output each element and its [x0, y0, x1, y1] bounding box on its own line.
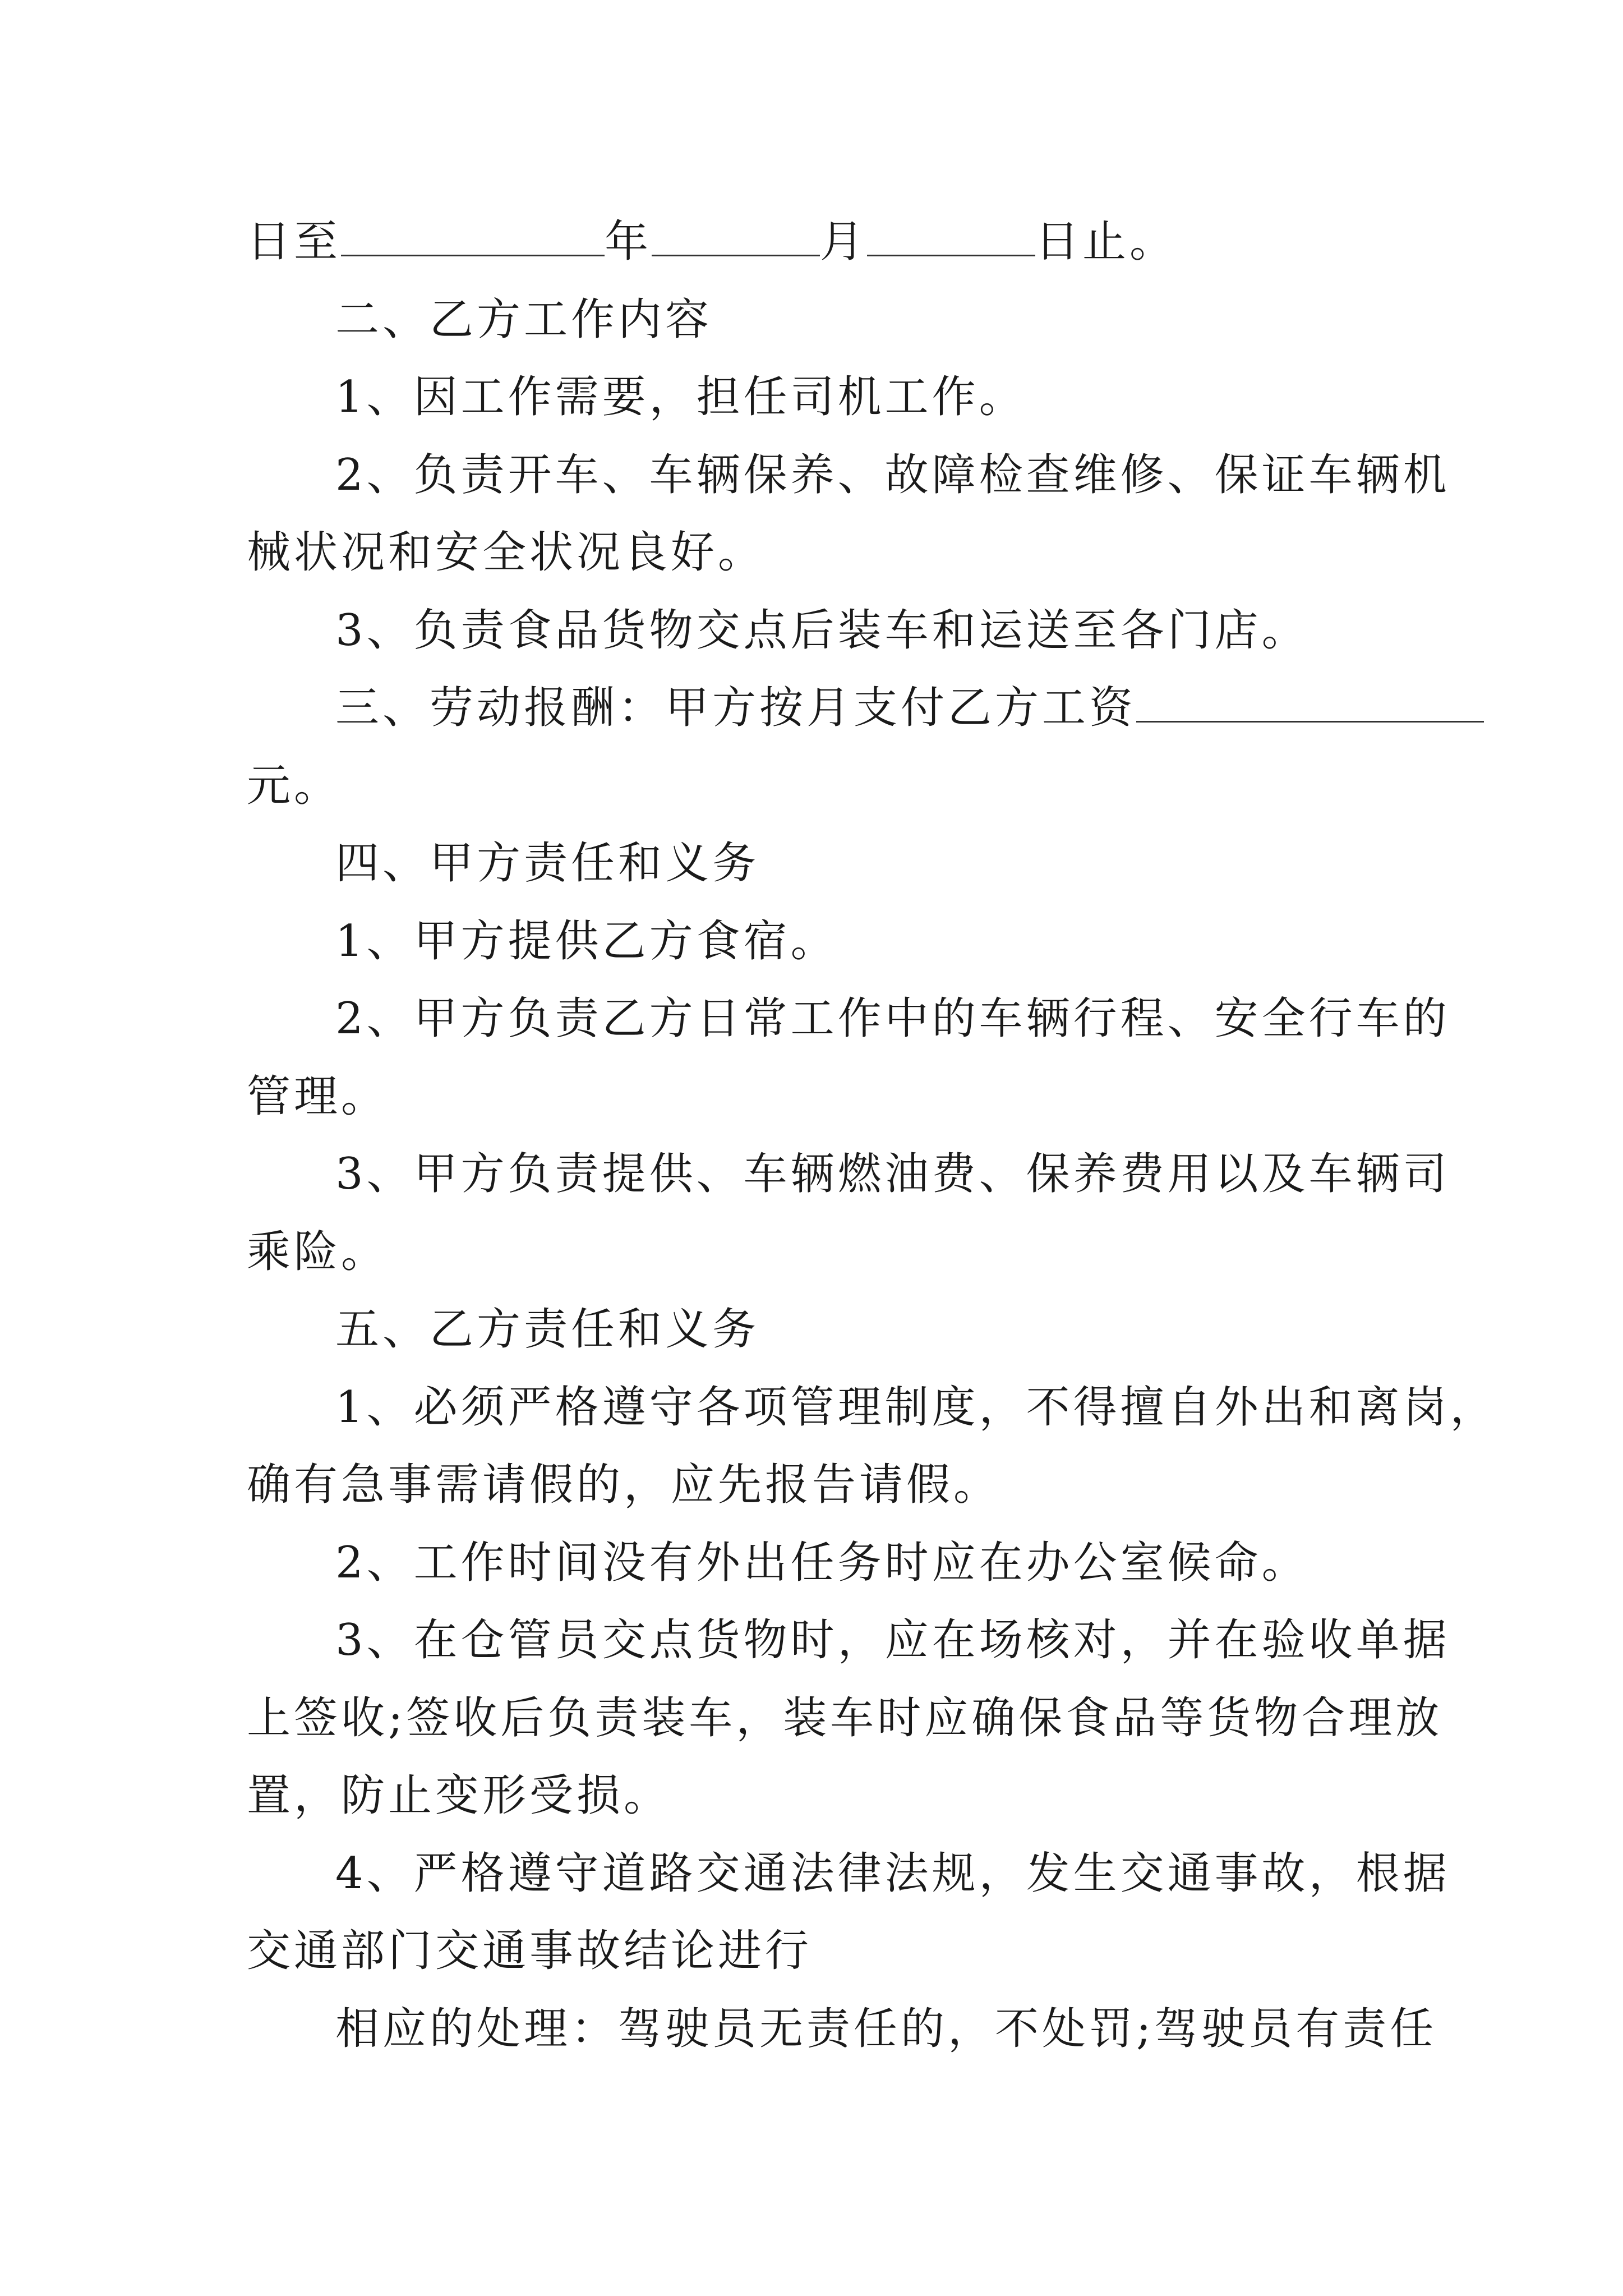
- text-line: 置，防止变形受损。: [247, 1770, 671, 1821]
- text-line: 元。: [247, 761, 342, 811]
- text-line: 交通部门交通事故结论进行: [247, 1926, 813, 1976]
- blank-field: [652, 214, 820, 256]
- section-heading: 五、乙方责任和义务: [335, 1304, 760, 1355]
- text-line: 3、甲方负责提供、车辆燃油费、保养费用以及车辆司: [335, 1149, 1450, 1199]
- blank-field: [1136, 680, 1484, 723]
- text-line: 3、负责食品货物交点后装车和运送至各门店。: [335, 605, 1309, 656]
- text-fragment: 月: [820, 217, 868, 267]
- text-line: 械状况和安全状况良好。: [247, 527, 766, 578]
- text-line: 4、严格遵守道路交通法律法规，发生交通事故，根据: [335, 1848, 1450, 1899]
- blank-field: [867, 214, 1035, 256]
- section-heading: 四、甲方责任和义务: [335, 838, 760, 889]
- text-line: [247, 214, 1177, 270]
- text-line: 3、在仓管员交点货物时，应在场核对，并在验收单据: [335, 1615, 1450, 1665]
- text-line: 2、甲方负责乙方日常工作中的车辆行程、安全行车的: [335, 993, 1450, 1044]
- text-line: 1、因工作需要，担任司机工作。: [335, 372, 1026, 422]
- text-line: 2、工作时间没有外出任务时应在办公室候命。: [335, 1538, 1309, 1588]
- text-line: [335, 680, 1484, 736]
- text-line: 上签收;签收后负责装车，装车时应确保食品等货物合理放: [247, 1693, 1443, 1743]
- text-line: 管理。: [247, 1071, 389, 1122]
- text-line: 1、甲方提供乙方食宿。: [335, 916, 838, 967]
- text-line: 1、必须严格遵守各项管理制度，不得擅自外出和离岗，: [335, 1382, 1497, 1433]
- text-line: 相应的处理：驾驶员无责任的，不处罚;驾驶员有责任: [335, 2004, 1437, 2054]
- text-line: 2、负责开车、车辆保养、故障检查维修、保证车辆机: [335, 450, 1450, 500]
- text-fragment: 日至: [247, 217, 342, 267]
- text-fragment: 年: [605, 217, 652, 267]
- text-line: 乘险。: [247, 1227, 389, 1277]
- text-fragment: 日止。: [1035, 217, 1177, 267]
- section-heading: 三、劳动报酬：甲方按月支付乙方工资: [335, 683, 1137, 733]
- blank-field: [341, 214, 605, 256]
- section-heading: 二、乙方工作内容: [335, 295, 713, 345]
- text-line: 确有急事需请假的，应先报告请假。: [247, 1460, 1001, 1510]
